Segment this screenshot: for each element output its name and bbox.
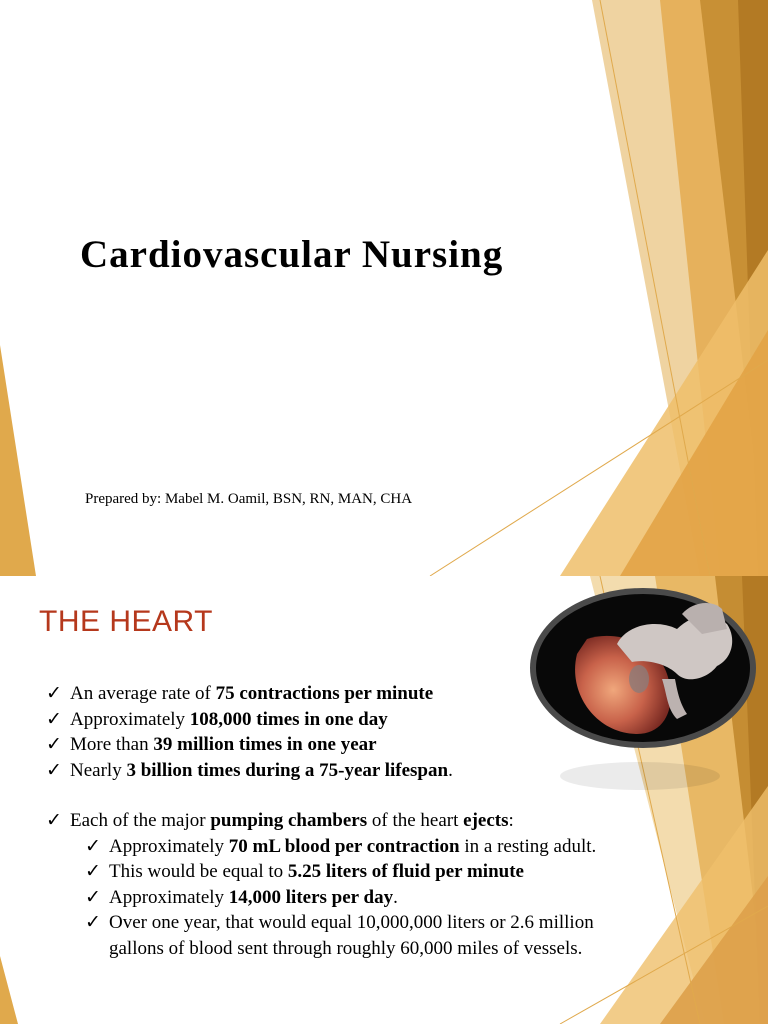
checkmark-icon: ✓	[85, 912, 101, 933]
checkmark-icon: ✓	[46, 810, 62, 831]
checkmark-icon: ✓	[46, 683, 62, 704]
author-line: Prepared by: Mabel M. Oamil, BSN, RN, MAN, CHA	[85, 491, 413, 507]
slide-heading: THE HEART	[39, 605, 213, 638]
list-item: ✓ Approximately 108,000 times in one day	[46, 707, 606, 733]
checkmark-icon: ✓	[85, 835, 101, 857]
presentation-title: Cardiovascular Nursing	[80, 233, 504, 276]
sub-list-item: ✓ Over one year, that would equal 10,000,000 liters or 2.6 million gallons of blood sent through roughly 60,000 miles of vessels.	[85, 912, 594, 959]
list-item: ✓ More than 39 million times in one year	[46, 732, 606, 758]
list-item: ✓ Nearly 3 billion times during a 75-year lifespan.	[46, 758, 606, 784]
heart-facts-slide	[0, 576, 768, 1024]
list-item: ✓ An average rate of 75 contractions per minute	[46, 681, 606, 707]
list-item: ✓ Each of the major pumping chambers of the heart ejects:	[46, 808, 606, 834]
checkmark-icon: ✓	[46, 734, 62, 755]
sub-list-item: ✓ Approximately 14,000 liters per day.	[85, 885, 609, 911]
checkmark-icon: ✓	[46, 708, 62, 730]
sub-list-item: ✓ Approximately 70 mL blood per contraction in a resting adult.	[85, 834, 609, 860]
checkmark-icon: ✓	[85, 886, 101, 908]
checkmark-icon: ✓	[85, 861, 101, 882]
bullet-list	[46, 681, 606, 961]
sub-list-item: ✓ This would be equal to 5.25 liters of fluid per minute	[85, 859, 609, 885]
checkmark-icon: ✓	[46, 759, 62, 781]
